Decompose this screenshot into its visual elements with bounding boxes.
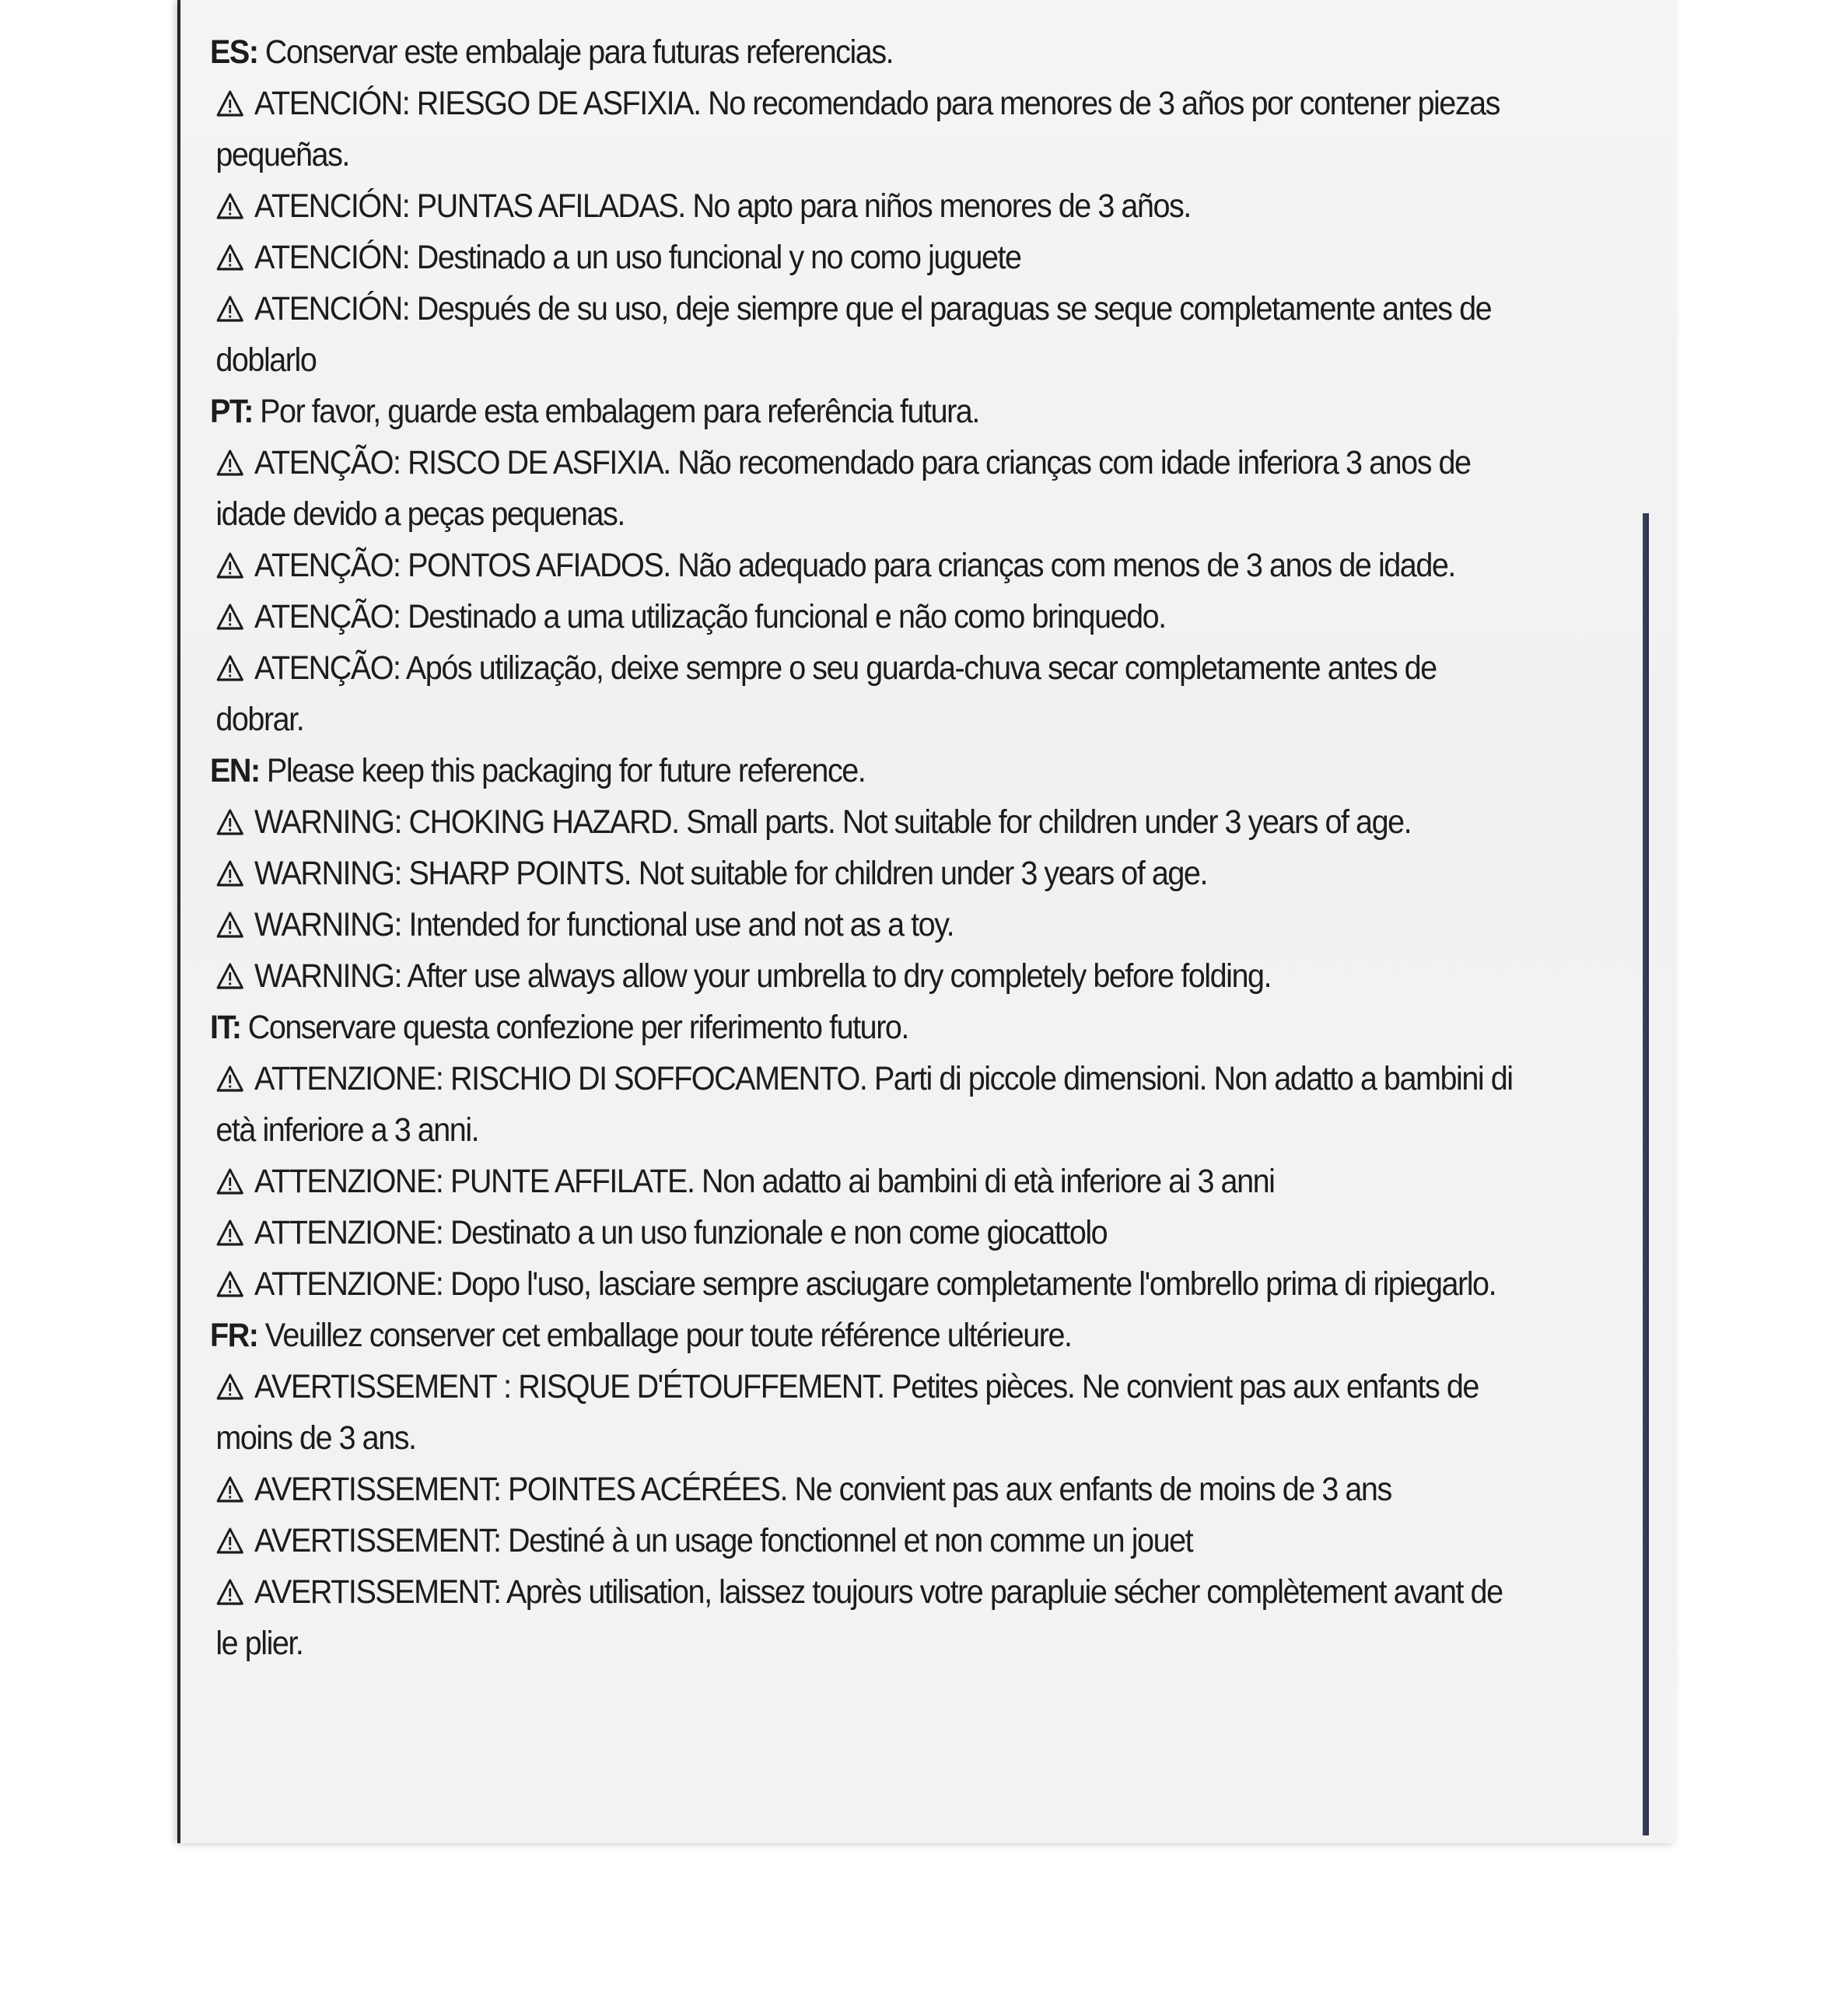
warning-text: WARNING: Intended for functional use and not as a toy. xyxy=(254,906,954,943)
warning-triangle-icon xyxy=(215,295,244,323)
warning-text: AVERTISSEMENT: Destiné à un usage fonctionnel et non comme un jouet xyxy=(254,1522,1193,1559)
language-code: PT: xyxy=(210,393,253,430)
warning-triangle-icon xyxy=(215,859,244,887)
intro-text: Please keep this packaging for future reference. xyxy=(266,752,866,789)
warning-text: ATENCIÓN: PUNTAS AFILADAS. No apto para niños menores de 3 años. xyxy=(254,187,1191,225)
section-pt xyxy=(210,386,1527,745)
warning-triangle-icon xyxy=(215,192,244,220)
section-it xyxy=(210,1002,1527,1310)
warning-line xyxy=(210,848,1527,899)
intro-text: Conservare questa confezione per riferimento futuro. xyxy=(247,1009,908,1046)
warning-text: ATENCIÓN: Después de su uso, deje siempre que el paraguas se seque completamente antes de doblarlo xyxy=(215,290,1492,379)
language-code: EN: xyxy=(210,752,260,789)
warning-triangle-icon xyxy=(215,962,244,990)
safety-text-block xyxy=(210,26,1527,1669)
warning-text: WARNING: SHARP POINTS. Not suitable for children under 3 years of age. xyxy=(254,855,1207,892)
warning-line xyxy=(210,899,1527,950)
warning-text: ATTENZIONE: Destinato a un uso funzionale e non come giocattolo xyxy=(254,1214,1108,1251)
warning-triangle-icon xyxy=(215,1065,244,1093)
warning-triangle-icon xyxy=(215,654,244,682)
warning-text: ATENÇÃO: Destinado a uma utilização funcional e não como brinquedo. xyxy=(254,598,1166,635)
warning-line xyxy=(210,437,1527,540)
language-code: ES: xyxy=(210,33,258,71)
warning-line xyxy=(210,591,1527,642)
intro-text: Por favor, guarde esta embalagem para referência futura. xyxy=(260,393,979,430)
section-en xyxy=(210,745,1527,1002)
warning-text: ATENÇÃO: PONTOS AFIADOS. Não adequado para crianças com menos de 3 anos de idade. xyxy=(254,547,1455,584)
warning-line xyxy=(210,1207,1527,1258)
warning-line xyxy=(210,950,1527,1002)
warning-line xyxy=(210,1258,1527,1310)
warning-text: ATTENZIONE: PUNTE AFFILATE. Non adatto ai bambini di età inferiore ai 3 anni xyxy=(254,1163,1275,1200)
intro-text: Conservar este embalaje para futuras referencias. xyxy=(264,33,894,71)
warning-text: AVERTISSEMENT: POINTES ACÉRÉES. Ne convient pas aux enfants de moins de 3 ans xyxy=(254,1471,1391,1508)
warning-line xyxy=(210,1053,1527,1156)
warning-line xyxy=(210,180,1527,232)
warning-line xyxy=(210,1515,1527,1566)
warning-text: AVERTISSEMENT: Après utilisation, laissez toujours votre parapluie sécher complètement avant de le plier. xyxy=(215,1573,1503,1662)
warning-triangle-icon xyxy=(215,89,244,117)
warning-triangle-icon xyxy=(215,1219,244,1247)
language-code: FR: xyxy=(210,1317,258,1354)
warning-line xyxy=(210,283,1527,386)
warning-text: ATTENZIONE: Dopo l'uso, lasciare sempre asciugare completamente l'ombrello prima di ripiegarlo. xyxy=(254,1265,1496,1303)
section-intro xyxy=(210,26,1527,78)
warning-line xyxy=(210,1361,1527,1464)
section-intro xyxy=(210,386,1527,437)
warning-triangle-icon xyxy=(215,1475,244,1503)
warning-text: ATENÇÃO: RISCO DE ASFIXIA. Não recomendado para crianças com idade inferiora 3 anos de idade devido a peças pequenas. xyxy=(215,444,1471,533)
section-es xyxy=(210,26,1527,386)
section-intro xyxy=(210,1002,1527,1053)
warning-text: WARNING: CHOKING HAZARD. Small parts. Not suitable for children under 3 years of age. xyxy=(254,803,1412,841)
language-code: IT: xyxy=(210,1009,241,1046)
warning-text: ATENÇÃO: Após utilização, deixe sempre o seu guarda-chuva secar completamente antes de dobrar. xyxy=(215,649,1437,738)
warning-triangle-icon xyxy=(215,808,244,836)
section-intro xyxy=(210,1310,1527,1361)
warning-text: WARNING: After use always allow your umbrella to dry completely before folding. xyxy=(254,957,1272,995)
warning-text: ATENCIÓN: Destinado a un uso funcional y no como juguete xyxy=(254,239,1021,276)
package-edge xyxy=(1643,513,1649,1835)
warning-line xyxy=(210,642,1527,745)
warning-triangle-icon xyxy=(215,603,244,631)
warning-triangle-icon xyxy=(215,449,244,477)
section-intro xyxy=(210,745,1527,796)
warning-triangle-icon xyxy=(215,243,244,271)
warning-line xyxy=(210,1464,1527,1515)
warning-triangle-icon xyxy=(215,1373,244,1401)
warning-line xyxy=(210,796,1527,848)
warning-line xyxy=(210,232,1527,283)
section-fr xyxy=(210,1310,1527,1669)
warning-text: AVERTISSEMENT : RISQUE D'ÉTOUFFEMENT. Petites pièces. Ne convient pas aux enfants de moins de 3 ans. xyxy=(215,1368,1479,1457)
warning-text: ATTENZIONE: RISCHIO DI SOFFOCAMENTO. Parti di piccole dimensioni. Non adatto a bambini di età inferiore a 3 anni. xyxy=(215,1060,1513,1149)
warning-triangle-icon xyxy=(215,911,244,939)
warning-triangle-icon xyxy=(215,1527,244,1555)
warning-triangle-icon xyxy=(215,1167,244,1195)
warning-triangle-icon xyxy=(215,1578,244,1606)
intro-text: Veuillez conserver cet emballage pour toute référence ultérieure. xyxy=(264,1317,1072,1354)
warning-line xyxy=(210,1566,1527,1669)
warning-text: ATENCIÓN: RIESGO DE ASFIXIA. No recomendado para menores de 3 años por contener piezas pequeñas. xyxy=(215,85,1500,173)
warning-line xyxy=(210,78,1527,180)
warning-line xyxy=(210,540,1527,591)
warning-triangle-icon xyxy=(215,1270,244,1298)
warning-line xyxy=(210,1156,1527,1207)
warning-triangle-icon xyxy=(215,551,244,579)
